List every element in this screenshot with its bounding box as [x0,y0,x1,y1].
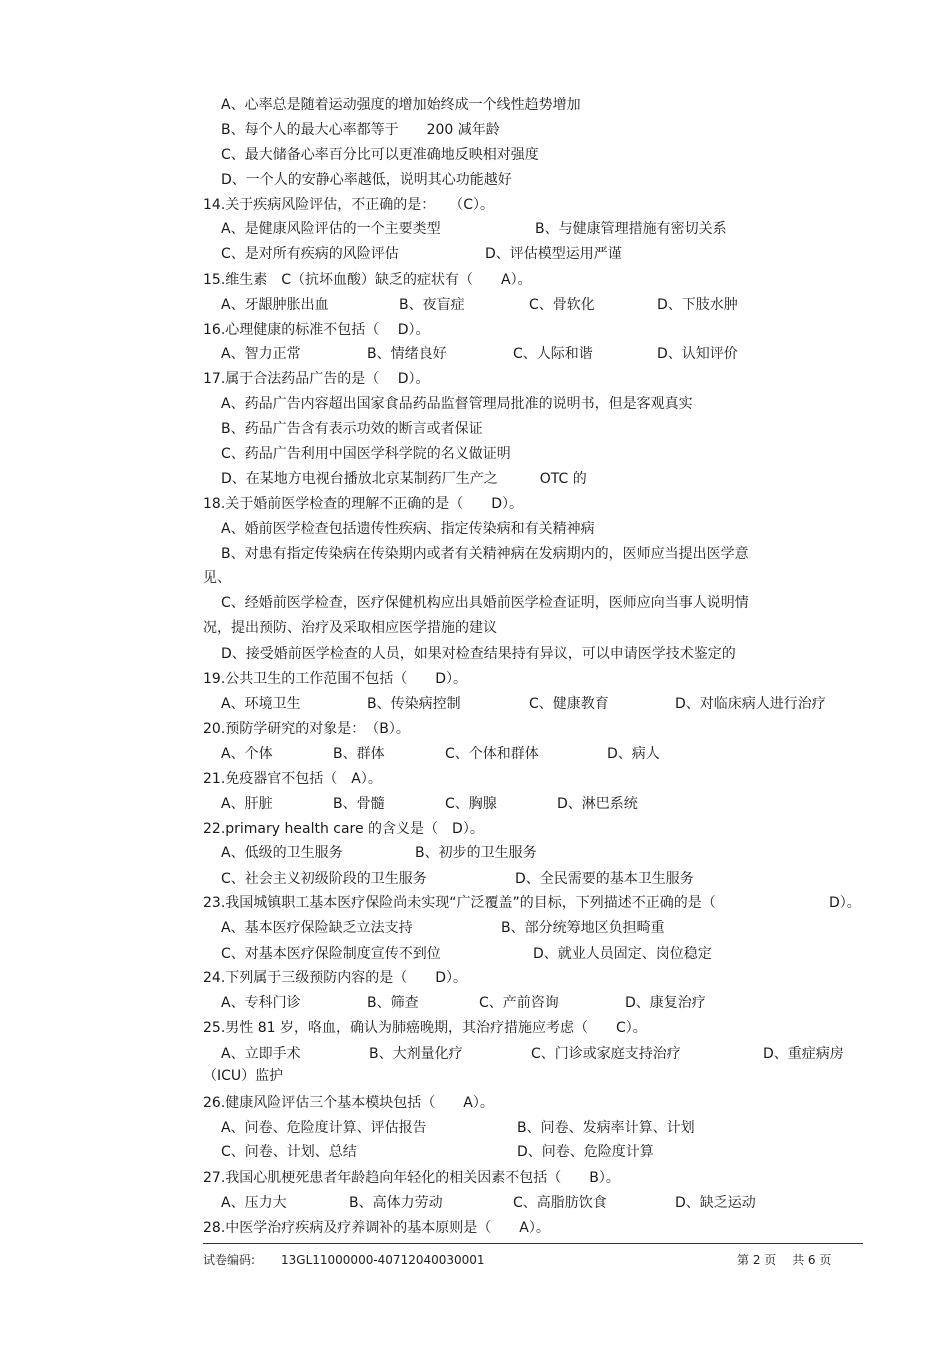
question-22: 22.primary health care 的含义是（ D）。 [203,821,484,837]
option: B、大剂量化疗 [369,1046,463,1062]
option: A、专科门诊 [221,995,301,1011]
option: A、牙龈肿胀出血 [221,297,329,313]
page-number: 第 2 页 共 6 页 [737,1253,832,1267]
option-line: D、一个人的安静心率越低，说明其心功能越好 [221,172,512,188]
question-21: 21.免疫器官不包括（ A）。 [203,771,382,787]
option: A、肝脏 [221,796,273,812]
option: D、全民需要的基本卫生服务 [515,871,694,887]
option-line: B、每个人的最大心率都等于 200 减年龄 [221,122,500,138]
question-answer: D）。 [829,895,861,911]
option: C、个体和群体 [445,746,539,762]
option: A、智力正常 [221,346,301,362]
option: C、健康教育 [529,696,609,712]
question-text: 23.我国城镇职工基本医疗保险尚未实现“广泛覆盖”的目标，下列描述不正确的是（ [203,895,716,911]
option-line: C、最大储备心率百分比可以更准确地反映相对强度 [221,147,539,163]
exam-code-label: 试卷编码: [203,1253,256,1267]
option: C、高脂肪饮食 [513,1195,607,1211]
option-continuation: （ICU）监护 [203,1068,284,1084]
option: C、骨软化 [529,297,595,313]
option: B、部分统筹地区负担畸重 [501,920,665,936]
option: D、康复治疗 [625,995,706,1011]
option: D、重症病房 [763,1046,844,1062]
option-line: C、经婚前医学检查，医疗保健机构应出具婚前医学检查证明，医师应向当事人说明情 [221,595,749,611]
option-line: B、药品广告含有表示功效的断言或者保证 [221,421,483,437]
option: D、对临床病人进行治疗 [675,696,826,712]
option: A、环境卫生 [221,696,301,712]
option: D、淋巴系统 [557,796,638,812]
question-17: 17.属于合法药品广告的是（ D）。 [203,371,430,387]
option: C、对基本医疗保险制度宣传不到位 [221,946,441,962]
option: A、个体 [221,746,273,762]
question-26: 26.健康风险评估三个基本模块包括（ A）。 [203,1095,494,1111]
question-18: 18.关于婚前医学检查的理解不正确的是（ D）。 [203,496,524,512]
option: B、问卷、发病率计算、计划 [517,1120,695,1136]
question-15: 15.维生素 C（抗坏血酸）缺乏的症状有（ A）。 [203,272,532,288]
option: A、问卷、危险度计算、评估报告 [221,1120,427,1136]
option-line: D、接受婚前医学检查的人员，如果对检查结果持有异议，可以申请医学技术鉴定的 [221,646,736,662]
option-line: A、婚前医学检查包括遗传性疾病、指定传染病和有关精神病 [221,521,595,537]
option: A、低级的卫生服务 [221,845,343,861]
option-line: D、在某地方电视台播放北京某制药厂生产之 OTC 的 [221,471,587,487]
option-continuation: 况，提出预防、治疗及采取相应医学措施的建议 [203,620,497,636]
question-24: 24.下列属于三级预防内容的是（ D）。 [203,970,468,986]
option: B、与健康管理措施有密切关系 [535,221,727,237]
question-27: 27.我国心肌梗死患者年龄趋向年轻化的相关因素不包括（ B）。 [203,1170,620,1186]
option: C、是对所有疾病的风险评估 [221,246,399,262]
question-20: 20.预防学研究的对象是： （B）。 [203,721,410,737]
option: A、立即手术 [221,1046,301,1062]
exam-code-value: 13GL11000000-40712040030001 [281,1253,485,1267]
option-line: C、药品广告利用中国医学科学院的名义做证明 [221,446,511,462]
option: D、下肢水肿 [657,297,738,313]
option-line: B、对患有指定传染病在传染期内或者有关精神病在发病期内的，医师应当提出医学意 [221,546,749,562]
option: B、夜盲症 [399,297,465,313]
option-line: A、药品广告内容超出国家食品药品监督管理局批准的说明书，但是客观真实 [221,396,693,412]
option: B、筛查 [367,995,419,1011]
option: C、产前咨询 [479,995,559,1011]
option-continuation: 见、 [203,570,231,586]
question-16: 16.心理健康的标准不包括（ D）。 [203,322,430,338]
option: B、高体力劳动 [349,1195,443,1211]
question-14: 14.关于疾病风险评估，不正确的是： （C）。 [203,197,495,213]
option: C、社会主义初级阶段的卫生服务 [221,871,427,887]
option: D、就业人员固定、岗位稳定 [533,946,712,962]
option: B、传染病控制 [367,696,461,712]
option: A、是健康风险评估的一个主要类型 [221,221,441,237]
question-25: 25.男性 81 岁，咯血，确认为肺癌晚期，其治疗措施应考虑（ C）。 [203,1020,647,1036]
option: B、初步的卫生服务 [415,845,537,861]
option: D、缺乏运动 [675,1195,756,1211]
option: C、胸腺 [445,796,497,812]
option: A、基本医疗保险缺乏立法支持 [221,920,413,936]
option: B、骨髓 [333,796,385,812]
option: D、认知评价 [657,346,738,362]
option: B、情绪良好 [367,346,447,362]
option: D、评估模型运用严谨 [485,246,622,262]
option: D、病人 [607,746,660,762]
footer-divider [203,1243,863,1244]
question-19: 19.公共卫生的工作范围不包括（ D）。 [203,671,468,687]
option: A、压力大 [221,1195,287,1211]
option: B、群体 [333,746,385,762]
option-line: A、心率总是随着运动强度的增加始终成一个线性趋势增加 [221,97,581,113]
option: C、问卷、计划、总结 [221,1144,357,1160]
option: D、问卷、危险度计算 [517,1144,654,1160]
option: C、人际和谐 [513,346,593,362]
option: C、门诊或家庭支持治疗 [531,1046,681,1062]
question-28: 28.中医学治疗疾病及疗养调补的基本原则是（ A）。 [203,1220,550,1236]
